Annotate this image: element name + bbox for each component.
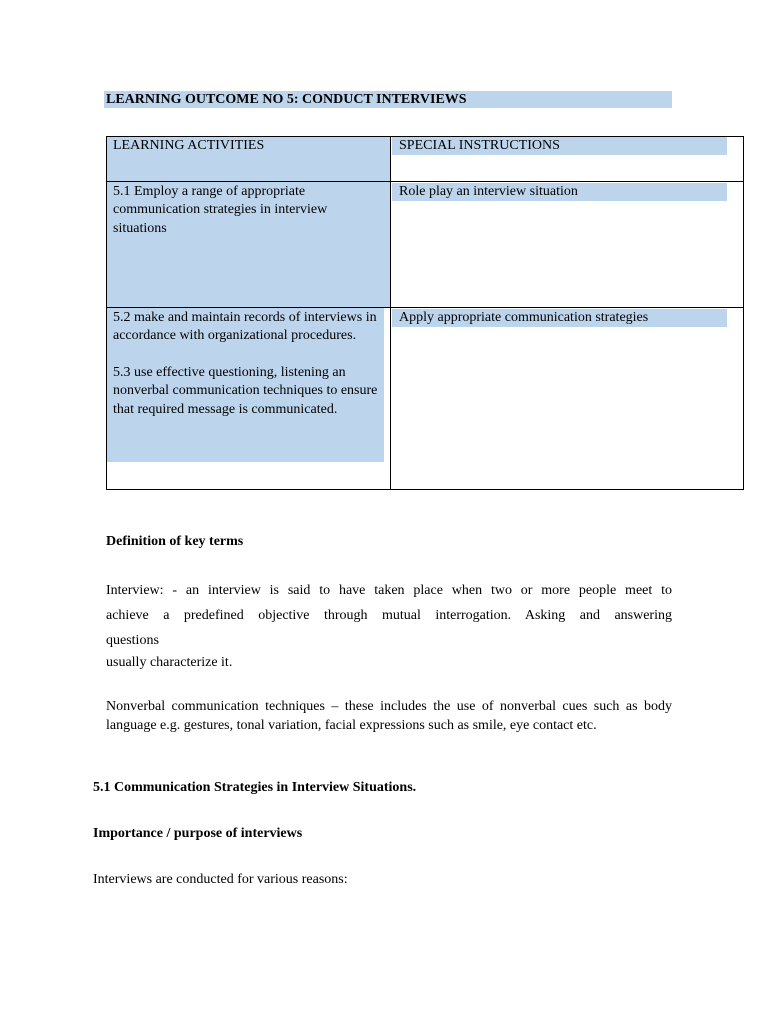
header-learning-activities: LEARNING ACTIVITIES — [113, 138, 265, 153]
interview-line-2: achieve a predefined objective through mutual interrogation. Asking and answering — [106, 608, 672, 623]
interview-definition — [106, 578, 672, 672]
section-intro: Interviews are conducted for various reasons: — [93, 872, 348, 887]
instruction-apply-strategies: Apply appropriate communication strategies — [392, 309, 727, 327]
instruction-cell-1 — [391, 182, 744, 308]
activity-5-1: 5.1 Employ a range of appropriate communication strategies in interview situations — [113, 184, 328, 236]
interview-line-1: Interview: - an interview is said to have taken place when two or more people meet to — [106, 583, 672, 598]
table-row — [107, 182, 744, 308]
activity-5-3: 5.3 use effective questioning, listening an nonverbal communication techniques to ensure that required message is communicated. — [113, 364, 378, 417]
activity-cell-1 — [107, 182, 391, 308]
instruction-cell-2 — [391, 308, 744, 490]
nonverbal-definition: Nonverbal communication techniques – these includes the use of nonverbal cues such as body language e.g. gestures, tonal variation, facial expressions such as smile, eye contact etc. — [106, 699, 672, 733]
instruction-role-play: Role play an interview situation — [392, 183, 727, 201]
section-title: 5.1 Communication Strategies in Interview Situations. — [93, 780, 417, 795]
section-subtitle: Importance / purpose of interviews — [93, 826, 303, 841]
interview-line-4: usually characterize it. — [106, 655, 233, 670]
header-special-instructions: SPECIAL INSTRUCTIONS — [392, 137, 727, 155]
table-row — [107, 308, 744, 490]
learning-activities-table — [106, 136, 744, 490]
table-header-row — [107, 137, 744, 182]
interview-line-3: questions — [106, 633, 159, 648]
header-cell-instructions — [391, 137, 744, 182]
header-cell-activities — [107, 137, 391, 182]
page-heading: LEARNING OUTCOME NO 5: CONDUCT INTERVIEWS — [106, 92, 467, 107]
definitions-title: Definition of key terms — [106, 534, 244, 549]
activity-5-2: 5.2 make and maintain records of interviews in accordance with organizational procedures. — [113, 310, 377, 344]
activity-cell-2 — [107, 308, 391, 490]
